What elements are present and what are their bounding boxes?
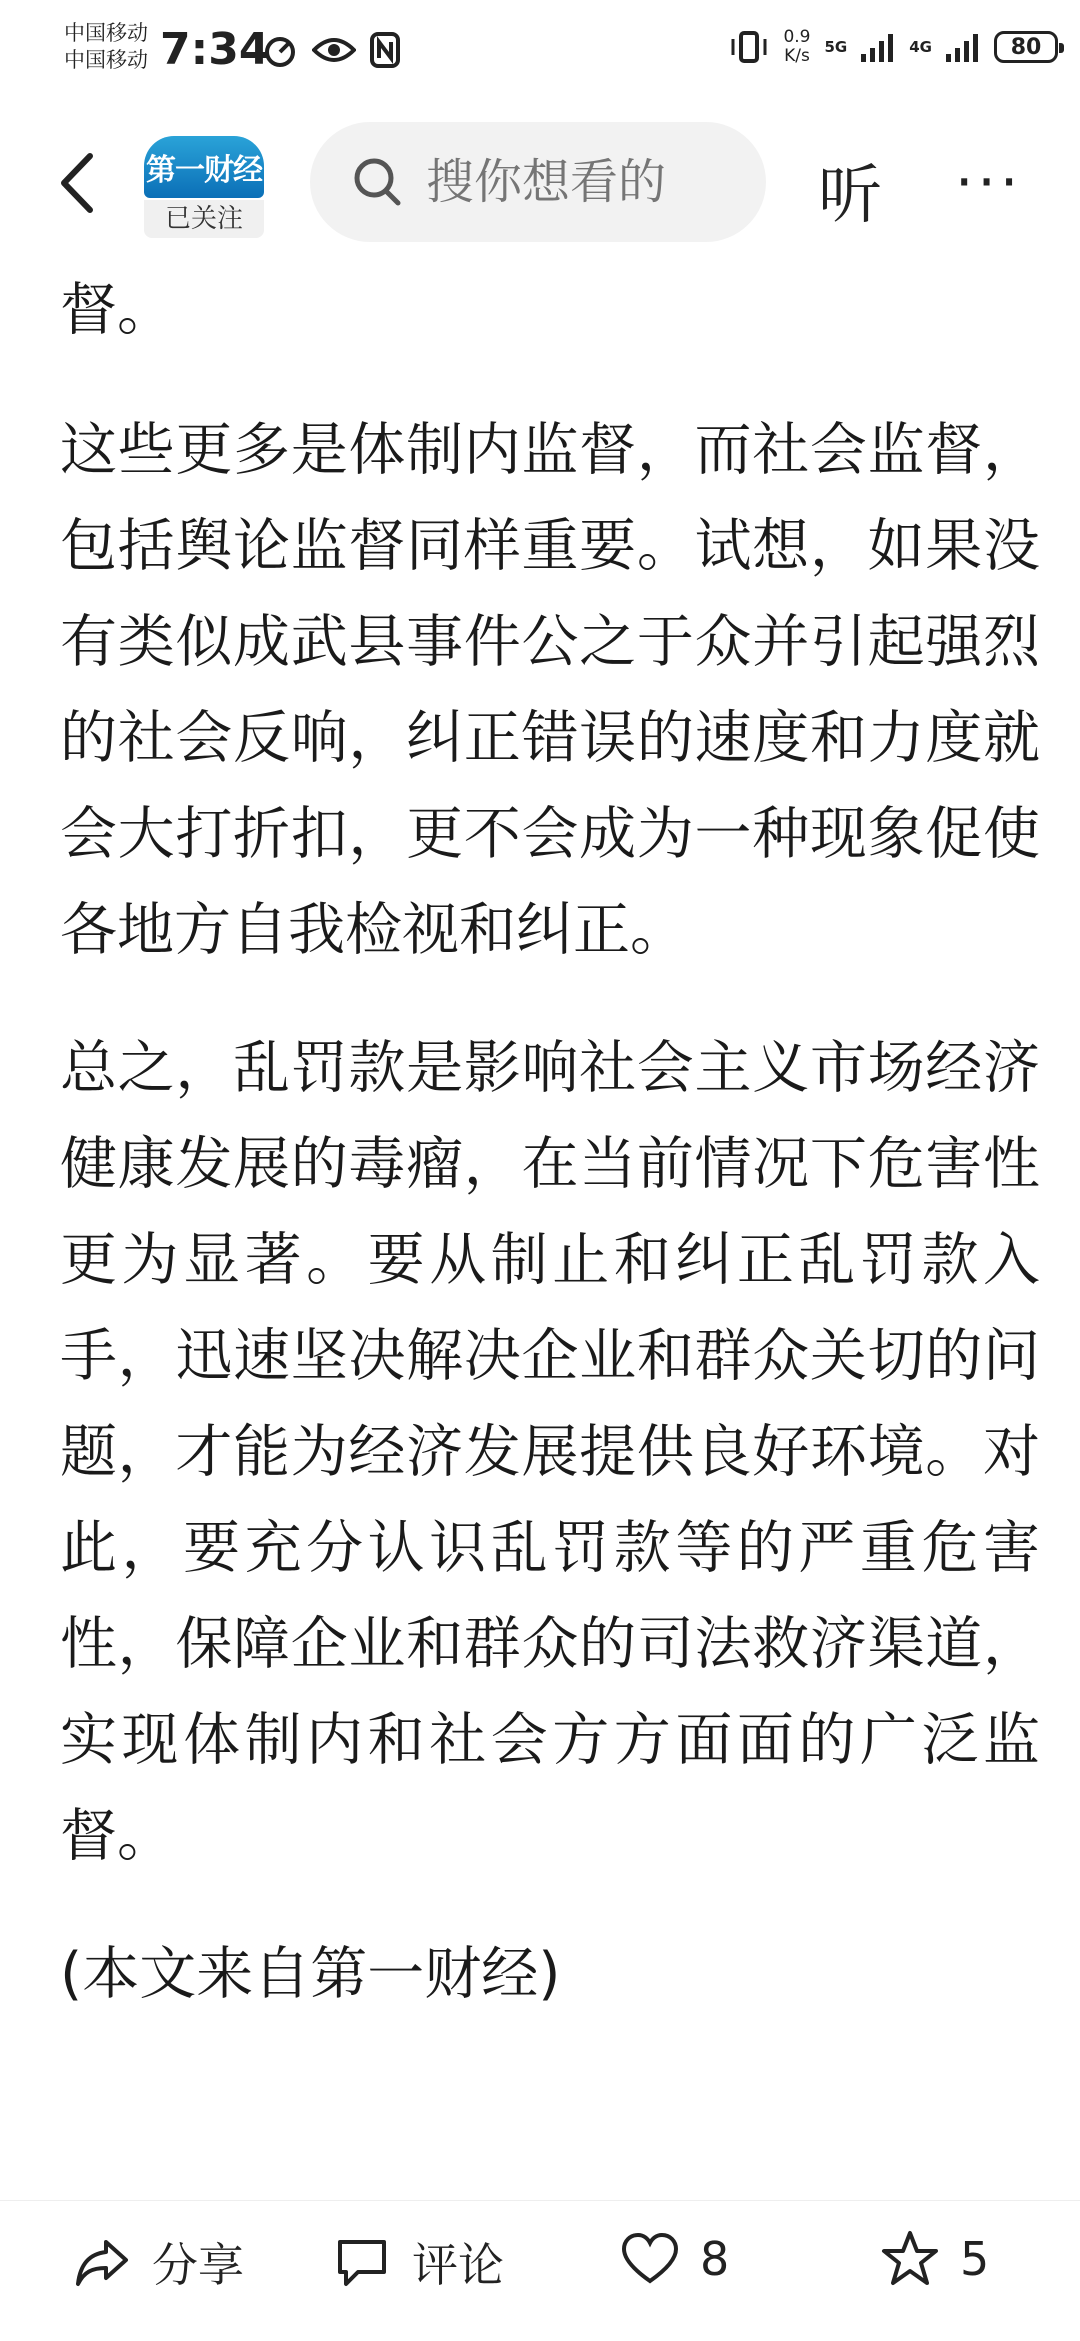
signal-bars-icon	[946, 32, 980, 62]
listen-button[interactable]: 听	[818, 159, 882, 233]
status-left-icons	[262, 32, 400, 68]
star-icon	[880, 2229, 940, 2289]
status-right-icons	[729, 28, 1058, 66]
carrier-info	[64, 20, 148, 74]
share-icon	[72, 2232, 132, 2292]
battery-indicator: 80	[994, 31, 1058, 63]
bottom-action-bar	[0, 2200, 1080, 2341]
search-icon	[350, 154, 406, 210]
status-bar	[0, 0, 1080, 118]
search-input[interactable]	[424, 153, 748, 211]
nfc-icon	[370, 32, 400, 68]
heart-icon	[620, 2229, 680, 2289]
vibrate-icon	[729, 29, 769, 65]
carrier-1: 中国移动	[64, 21, 148, 45]
article-body	[60, 262, 1040, 2022]
follow-status[interactable]: 已关注	[144, 200, 264, 238]
search-bar[interactable]	[310, 122, 766, 242]
eye-icon	[312, 32, 356, 68]
speed-gauge-icon	[262, 32, 298, 68]
back-arrow-icon[interactable]	[50, 148, 110, 218]
publisher-logo-badge: 第一财经	[144, 136, 264, 198]
article-paragraph: 这些更多是体制内监督，而社会监督，包括舆论监督同样重要。试想，如果没有类似成武县事件公之于众并引起强烈的社会反响，纠正错误的速度和力度就会大打折扣，更不会成为一种现象促使各地方自我检视和纠正。	[60, 417, 1040, 963]
share-button[interactable]	[72, 2229, 244, 2295]
publisher-logo[interactable]	[144, 126, 264, 242]
comment-icon	[332, 2232, 392, 2292]
article-paragraph: 总之，乱罚款是影响社会主义市场经济健康发展的毒瘤，在当前情况下危害性更为显著。要从制止和纠正乱罚款入手，迅速坚决解决企业和群众关切的问题，才能为经济发展提供良好环境。对此，要充分认识乱罚款等的严重危害性，保障企业和群众的司法救济渠道，实现体制内和社会方方面面的广泛监督。	[60, 1035, 1040, 1869]
article-paragraph: 督。	[60, 277, 174, 343]
signal-bars-icon	[861, 32, 895, 62]
net-4g-label: 4G	[909, 38, 932, 56]
top-nav	[0, 118, 1080, 248]
comment-label: 评论	[412, 2238, 504, 2292]
carrier-2: 中国移动	[64, 48, 148, 72]
net-5g-label: 5G	[824, 38, 848, 56]
status-time: 7:34	[160, 24, 270, 75]
comment-button[interactable]	[332, 2229, 504, 2295]
article-source: (本文来自第一财经)	[60, 1941, 561, 2007]
share-label: 分享	[152, 2238, 244, 2292]
like-button[interactable]	[620, 2229, 729, 2289]
favorite-button[interactable]	[880, 2229, 989, 2289]
more-menu-button[interactable]: ···	[955, 148, 1023, 216]
like-count: 8	[700, 2232, 730, 2286]
net-speed: 0.9 K/s	[783, 27, 811, 66]
favorite-count: 5	[960, 2232, 990, 2286]
